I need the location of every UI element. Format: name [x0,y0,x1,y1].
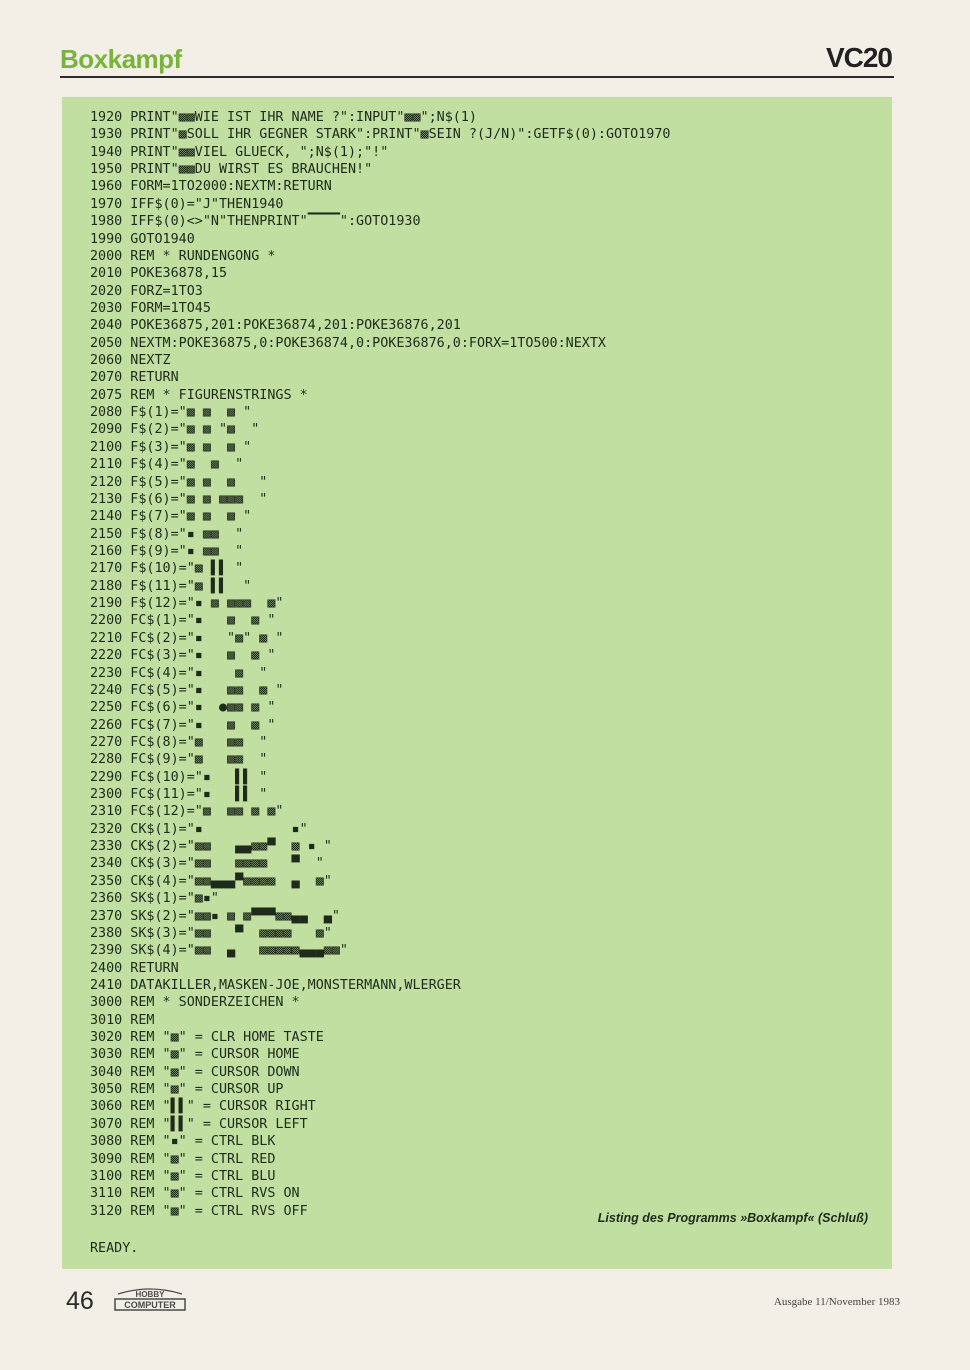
code-line: 2160 F$(9)="▪ ▩▩ " [90,543,244,559]
code-line: 3060 REM "▌▌" = CURSOR RIGHT [90,1099,316,1115]
code-line: 2250 FC$(6)="▪ ●▩▩ ▩ " [90,700,276,716]
code-line: 2150 F$(8)="▪ ▩▩ " [90,526,244,542]
code-line: 3050 REM "▩" = CURSOR UP [90,1082,284,1098]
code-line: 2240 FC$(5)="▪ ▩▩ ▩ " [90,682,284,698]
code-line: 2260 FC$(7)="▪ ▩ ▩ " [90,717,276,733]
code-line: 3010 REM [90,1012,155,1028]
code-line: 3080 REM "▪" = CTRL BLK [90,1134,276,1150]
code-line: 2200 FC$(1)="▪ ▩ ▩ " [90,613,276,629]
code-line: 1960 FORM=1TO2000:NEXTM:RETURN [90,179,332,195]
code-line: 2380 SK$(3)="▩▩ ▀ ▩▩▩▩ ▩" [90,925,332,941]
code-line: 2100 F$(3)="▩ ▩ ▩ " [90,439,252,455]
svg-text:HOBBY: HOBBY [135,1290,165,1299]
code-line: 2350 CK$(4)="▩▩▄▄▄▀▩▩▩▩ ▄ ▩" [90,873,332,889]
code-line: 2210 FC$(2)="▪ "▩" ▩ " [90,630,284,646]
code-line: 2330 CK$(2)="▩▩ ▄▄▩▩▀ ▩ ▪ " [90,839,332,855]
code-line: 2300 FC$(11)="▪ ▌▌ " [90,787,268,803]
code-line: 3020 REM "▩" = CLR HOME TASTE [90,1030,324,1046]
ready-prompt: READY. [90,1241,139,1256]
code-line: 2120 F$(5)="▩ ▩ ▩ " [90,474,268,490]
code-line: 2370 SK$(2)="▩▩▪ ▩ ▩▀▀▀▩▩▄▄ ▄" [90,908,340,924]
hobby-computer-logo [112,1286,188,1312]
header-rule [60,76,894,78]
code-line: 2410 DATAKILLER,MASKEN-JOE,MONSTERMANN,WLERGER [90,977,461,993]
code-line: 2030 FORM=1TO45 [90,300,211,316]
code-line: 1940 PRINT"▩▩VIEL GLUECK, ";N$(1);"!" [90,144,389,160]
code-line: 2060 NEXTZ [90,353,171,369]
code-line: 3090 REM "▩" = CTRL RED [90,1151,276,1167]
code-line: 2170 F$(10)="▩ ▌▌ " [90,561,244,577]
code-line: 2130 F$(6)="▩ ▩ ▩▩▩ " [90,491,268,507]
code-line: 3110 REM "▩" = CTRL RVS ON [90,1186,300,1202]
code-line: 2010 POKE36878,15 [90,266,228,282]
svg-text:COMPUTER: COMPUTER [124,1300,176,1310]
code-line: 1990 GOTO1940 [90,231,195,247]
code-line: 2090 F$(2)="▩ ▩ "▩ " [90,422,260,438]
code-line: 2050 NEXTM:POKE36875,0:POKE36874,0:POKE36876,0:FORX=1TO500:NEXTX [90,335,606,351]
code-line: 2270 FC$(8)="▩ ▩▩ " [90,734,268,750]
code-line: 2390 SK$(4)="▩▩ ▄ ▩▩▩▩▩▄▄▄▩▩" [90,943,348,959]
code-line: 3120 REM "▩" = CTRL RVS OFF [90,1203,308,1219]
code-line: 2040 POKE36875,201:POKE36874,201:POKE36876,201 [90,318,461,334]
code-line: 3000 REM * SONDERZEICHEN * [90,995,300,1011]
code-line: 2180 F$(11)="▩ ▌▌ " [90,578,252,594]
code-line: 1980 IFF$(0)<>"N"THENPRINT"▔▔▔▔":GOTO1930 [90,214,421,230]
listing-box [62,97,892,1269]
code-line: 2020 FORZ=1TO3 [90,283,203,299]
code-line: 2140 F$(7)="▩ ▩ ▩ " [90,509,252,525]
code-line: 2110 F$(4)="▩ ▩ " [90,457,244,473]
code-line: 2340 CK$(3)="▩▩ ▩▩▩▩ ▀ " [90,856,324,872]
code-line: 3100 REM "▩" = CTRL BLU [90,1168,276,1184]
code-line: 2070 RETURN [90,370,179,386]
issue-info: Ausgabe 11/November 1983 [773,1296,900,1308]
code-line: 2280 FC$(9)="▩ ▩▩ " [90,752,268,768]
code-line: 1950 PRINT"▩▩DU WIRST ES BRAUCHEN!" [90,162,373,178]
code-line: 2310 FC$(12)="▩ ▩▩ ▩ ▩" [90,804,284,820]
code-line: 2190 F$(12)="▪ ▩ ▩▩▩ ▩" [90,596,284,612]
code-listing [90,109,670,1220]
code-line: 2080 F$(1)="▩ ▩ ▩ " [90,405,252,421]
code-line: 3030 REM "▩" = CURSOR HOME [90,1047,300,1063]
code-line: 2230 FC$(4)="▪ ▩ " [90,665,268,681]
code-line: 2290 FC$(10)="▪ ▌▌ " [90,769,268,785]
code-line: 1930 PRINT"▩SOLL IHR GEGNER STARK":PRINT"▩SEIN ?(J/N)":GETF$(0):GOTO1970 [90,127,671,143]
code-line: 2000 REM * RUNDENGONG * [90,248,276,264]
page-header-system: VC20 [825,42,892,73]
page-header-title: Boxkampf [60,44,182,74]
code-line: 2400 RETURN [90,960,179,976]
page-number: 46 [66,1287,94,1315]
code-line: 1920 PRINT"▩▩WIE IST IHR NAME ?":INPUT"▩▩";N$(1) [90,110,477,125]
code-line: 2220 FC$(3)="▪ ▩ ▩ " [90,648,276,664]
listing-caption: Listing des Programms »Boxkampf« (Schluß) [597,1211,868,1225]
code-line: 3070 REM "▌▌" = CURSOR LEFT [90,1116,308,1132]
code-line: 1970 IFF$(0)="J"THEN1940 [90,196,284,212]
code-line: 3040 REM "▩" = CURSOR DOWN [90,1064,300,1080]
code-line: 2360 SK$(1)="▩▪" [90,891,219,907]
code-line: 2320 CK$(1)="▪ ▪" [90,821,308,837]
code-line: 2075 REM * FIGURENSTRINGS * [90,387,308,403]
